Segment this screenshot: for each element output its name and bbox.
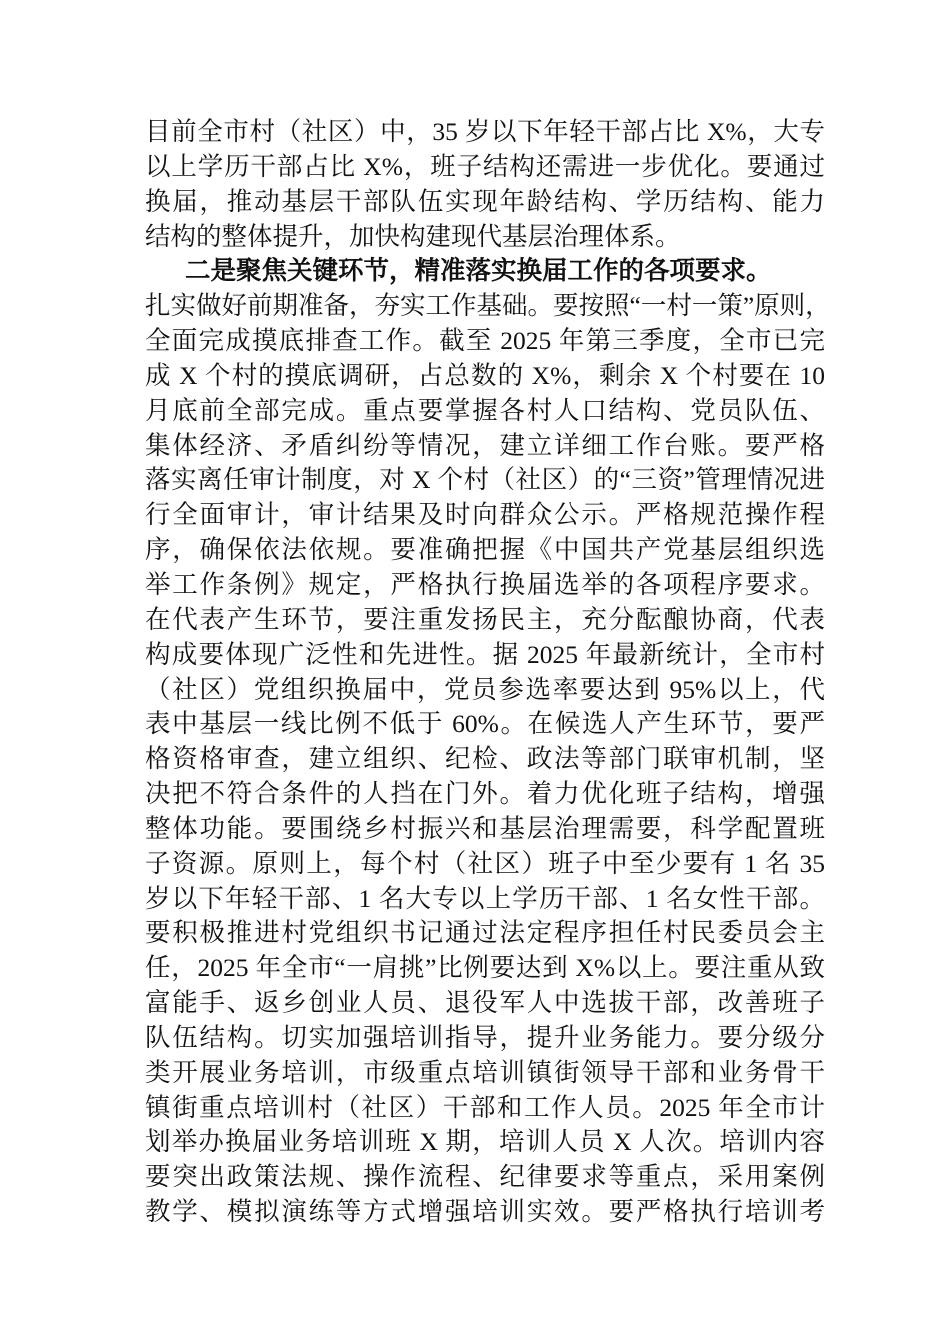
text-line: 落实离任审计制度，对 X 个村（社区）的“三资”管理情况进 xyxy=(145,465,825,495)
text-line: 月底前全部完成。重点要掌握各村人口结构、党员队伍、 xyxy=(145,395,825,425)
text-line: 序，确保依法依规。要准确把握《中国共产党基层组织选 xyxy=(145,535,825,565)
text-line: 行全面审计，审计结果及时向群众公示。严格规范操作程 xyxy=(145,500,825,530)
text-line: 任，2025 年全市“一肩挑”比例要达到 X%以上。要注重从致 xyxy=(145,953,825,983)
text-line: 教学、模拟演练等方式增强培训实效。要严格执行培训考 xyxy=(145,1197,825,1227)
text-line: 集体经济、矛盾纠纷等情况，建立详细工作台账。要严格 xyxy=(145,430,825,460)
section-heading: 二是聚焦关键环节，精准落实换届工作的各项要求。 xyxy=(185,256,772,286)
text-line: 表中基层一线比例不低于 60%。在候选人产生环节，要严 xyxy=(145,709,825,739)
text-line: 以上学历干部占比 X%，班子结构还需进一步优化。要通过 xyxy=(145,151,825,181)
text-line: 换届，推动基层干部队伍实现年龄结构、学历结构、能力 xyxy=(145,186,825,216)
text-line: 格资格审查，建立组织、纪检、政法等部门联审机制，坚 xyxy=(145,744,825,774)
text-line: 划举办换届业务培训班 X 期，培训人员 X 人次。培训内容 xyxy=(145,1127,825,1157)
text-line: 整体功能。要围绕乡村振兴和基层治理需要，科学配置班 xyxy=(145,813,825,843)
text-line: 队伍结构。切实加强培训指导，提升业务能力。要分级分 xyxy=(145,1022,825,1052)
text-line: 要突出政策法规、操作流程、纪律要求等重点，采用案例 xyxy=(145,1162,825,1192)
text-line: 成 X 个村的摸底调研，占总数的 X%，剩余 X 个村要在 10 xyxy=(145,360,825,390)
text-line: （社区）党组织换届中，党员参选率要达到 95%以上，代 xyxy=(145,674,825,704)
text-line: 在代表产生环节，要注重发扬民主，充分酝酿协商，代表 xyxy=(145,604,825,634)
document-body xyxy=(145,115,831,1230)
text-line: 子资源。原则上，每个村（社区）班子中至少要有 1 名 35 xyxy=(145,848,825,878)
text-line: 富能手、返乡创业人员、退役军人中选拔干部，改善班子 xyxy=(145,988,825,1018)
text-line: 类开展业务培训，市级重点培训镇街领导干部和业务骨干 xyxy=(145,1057,825,1087)
text-line: 镇街重点培训村（社区）干部和工作人员。2025 年全市计 xyxy=(145,1092,825,1122)
text-line: 举工作条例》规定，严格执行换届选举的各项程序要求。 xyxy=(145,569,825,599)
text-line: 决把不符合条件的人挡在门外。着力优化班子结构，增强 xyxy=(145,779,825,809)
text-line: 目前全市村（社区）中，35 岁以下年轻干部占比 X%，大专 xyxy=(145,117,825,146)
text-line: 全面完成摸底排查工作。截至 2025 年第三季度，全市已完 xyxy=(145,326,825,356)
text-line: 构成要体现广泛性和先进性。据 2025 年最新统计，全市村 xyxy=(145,639,825,669)
text-line: 要积极推进村党组织书记通过法定程序担任村民委员会主 xyxy=(145,918,825,948)
text-line: 结构的整体提升，加快构建现代基层治理体系。 xyxy=(145,221,681,251)
text-line: 扎实做好前期准备，夯实工作基础。要按照“一村一策”原则， xyxy=(145,291,831,321)
text-line: 岁以下年轻干部、1 名大专以上学历干部、1 名女性干部。 xyxy=(145,883,825,913)
